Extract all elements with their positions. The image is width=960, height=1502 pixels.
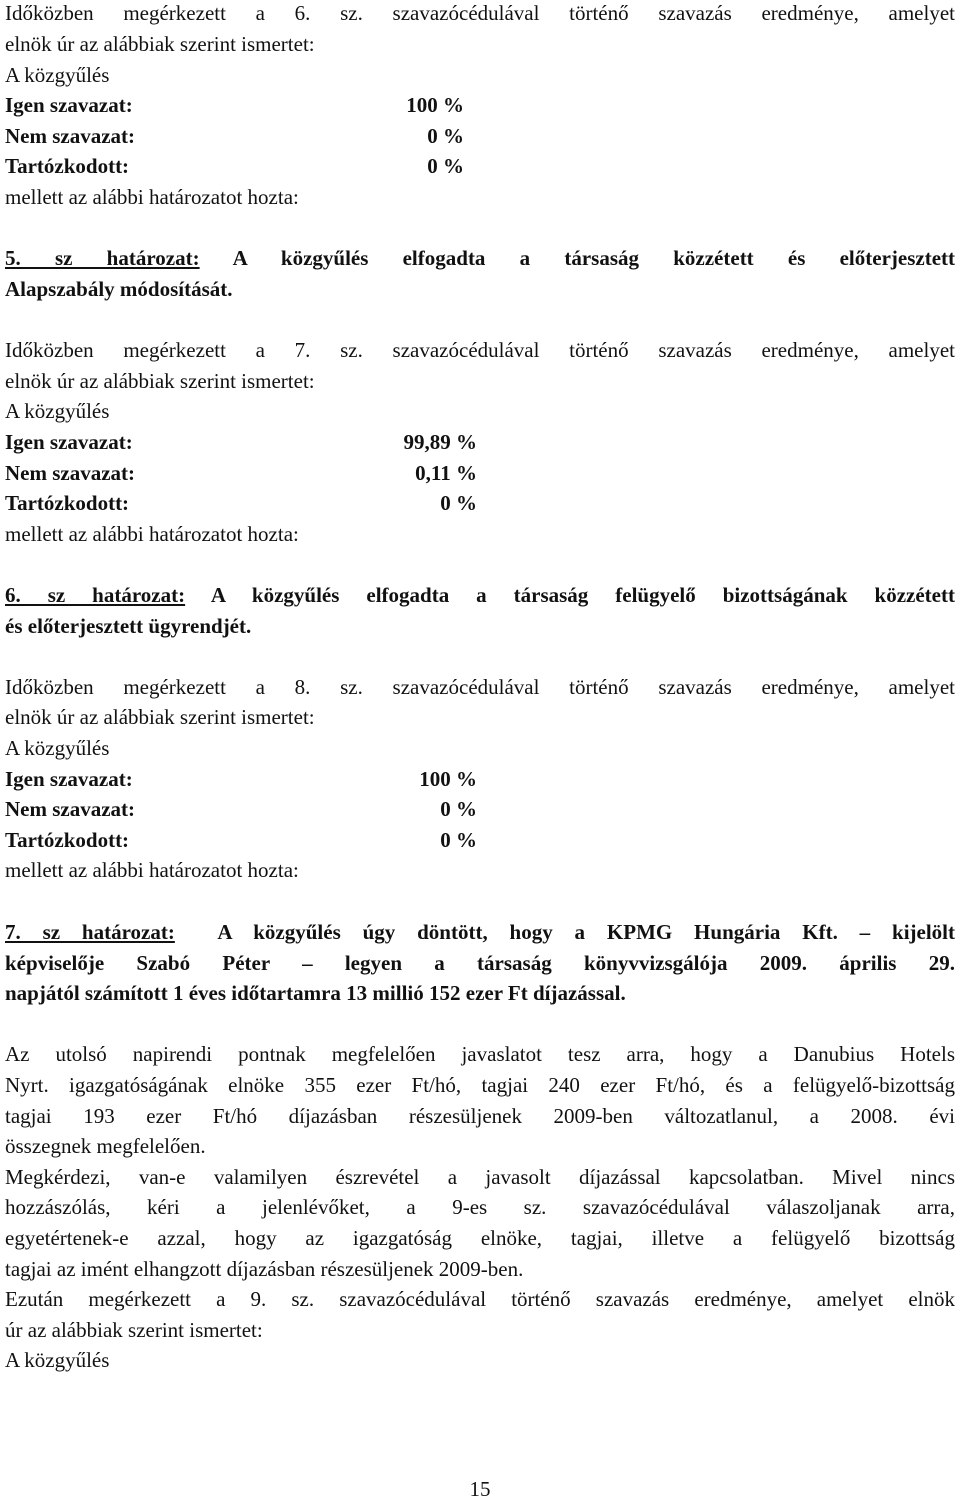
vote-value: 0 % — [427, 154, 464, 178]
block1-outro: mellett az alábbi határozatot hozta: — [5, 185, 299, 209]
paragraph2-line1: Megkérdezi, van-e valamilyen észrevétel a javasolt díjazással kapcsolatban. Mivel nincs — [5, 1165, 955, 1189]
vote-label: Tartózkodott: — [5, 154, 130, 178]
vote-label: Nem szavazat: — [5, 124, 136, 148]
block2-vote-abstain — [5, 490, 485, 516]
block3-vote-no — [5, 796, 485, 822]
vote-label: Nem szavazat: — [5, 797, 136, 821]
resolution7-text: A közgyűlés úgy döntött, hogy a KPMG Hungária Kft. – kijelölt — [174, 920, 955, 944]
block2-intro-line1: Időközben megérkezett a 7. sz. szavazócédulával történő szavazás eredménye, amelyet — [5, 338, 955, 362]
paragraph2-line4: tagjai az imént elhangzott díjazásban részesüljenek 2009-ben. — [5, 1257, 524, 1281]
vote-label: Igen szavazat: — [5, 93, 133, 117]
paragraph1-line4: összegnek megfelelően. — [5, 1134, 206, 1158]
resolution7-line2: képviselője Szabó Péter – legyen a társaság könyvvizsgálója 2009. április 29. — [5, 951, 955, 975]
block2-outro: mellett az alábbi határozatot hozta: — [5, 522, 299, 546]
block2-assembly: A közgyűlés — [5, 399, 110, 423]
vote-value: 0 % — [440, 797, 477, 821]
block1-intro-line1: Időközben megérkezett a 6. sz. szavazócédulával történő szavazás eredménye, amelyet — [5, 1, 955, 25]
resolution7-line3: napjától számított 1 éves időtartamra 13 millió 152 ezer Ft díjazással. — [5, 981, 626, 1005]
paragraph2-line3: egyetértenek-e azzal, hogy az igazgatóság elnöke, tagjai, illetve a felügyelő bizottság — [5, 1226, 955, 1250]
vote-label: Tartózkodott: — [5, 828, 130, 852]
resolution6-text: A közgyűlés elfogadta a társaság felügyelő bizottságának közzétett — [185, 583, 955, 607]
resolution5-text: A közgyűlés elfogadta a társaság közzétett és előterjesztett — [199, 246, 956, 270]
block3-outro: mellett az alábbi határozatot hozta: — [5, 858, 299, 882]
vote-value: 0 % — [427, 124, 464, 148]
block3-assembly: A közgyűlés — [5, 736, 110, 760]
paragraph3-line2: úr az alábbiak szerint ismertet: — [5, 1318, 263, 1342]
vote-label: Tartózkodott: — [5, 491, 130, 515]
resolution5-lead: 5. sz határozat: — [5, 246, 200, 270]
paragraph3-line3: A közgyűlés — [5, 1348, 110, 1372]
block2-intro-line2: elnök úr az alábbiak szerint ismertet: — [5, 369, 315, 393]
vote-value: 100 % — [419, 767, 477, 791]
paragraph3-line1: Ezután megérkezett a 9. sz. szavazócédulával történő szavazás eredménye, amelyet elnök — [5, 1287, 955, 1311]
resolution7-line1 — [5, 919, 955, 945]
block3-vote-yes — [5, 766, 485, 792]
vote-value: 0 % — [440, 828, 477, 852]
block3-intro-line1: Időközben megérkezett a 8. sz. szavazócédulával történő szavazás eredménye, amelyet — [5, 675, 955, 699]
vote-label: Igen szavazat: — [5, 767, 133, 791]
block2-vote-no — [5, 460, 485, 486]
vote-value: 100 % — [406, 93, 464, 117]
vote-value: 99,89 % — [403, 430, 477, 454]
resolution7-lead: 7. sz határozat: — [5, 920, 175, 944]
paragraph1-line3: tagjai 193 ezer Ft/hó díjazásban részesüljenek 2009-ben változatlanul, a 2008. évi — [5, 1104, 955, 1128]
resolution6-lead: 6. sz határozat: — [5, 583, 186, 607]
vote-label: Nem szavazat: — [5, 461, 136, 485]
resolution5-line2: Alapszabály módosítását. — [5, 277, 233, 301]
paragraph1-line1: Az utolsó napirendi pontnak megfelelően javaslatot tesz arra, hogy a Danubius Hotels — [5, 1042, 955, 1066]
vote-label: Igen szavazat: — [5, 430, 133, 454]
vote-value: 0,11 % — [415, 461, 477, 485]
block1-assembly: A közgyűlés — [5, 63, 110, 87]
block3-intro-line2: elnök úr az alábbiak szerint ismertet: — [5, 705, 315, 729]
paragraph2-line2: hozzászólás, kéri a jelenlévőket, a 9-es sz. szavazócédulával válaszoljanak arra, — [5, 1195, 955, 1219]
block3-vote-abstain — [5, 827, 485, 853]
block1-vote-abstain — [5, 153, 465, 179]
page-number: 15 — [469, 1477, 491, 1501]
resolution5-line1 — [5, 245, 955, 271]
block2-vote-yes — [5, 429, 485, 455]
paragraph1-line2: Nyrt. igazgatóságának elnöke 355 ezer Ft/hó, tagjai 240 ezer Ft/hó, és a felügyelő-bizottság — [5, 1073, 955, 1097]
vote-value: 0 % — [440, 491, 477, 515]
resolution6-line2: és előterjesztett ügyrendjét. — [5, 614, 252, 638]
block1-vote-no — [5, 123, 465, 149]
block1-vote-yes — [5, 92, 465, 118]
block1-intro-line2: elnök úr az alábbiak szerint ismertet: — [5, 32, 315, 56]
resolution6-line1 — [5, 582, 955, 608]
